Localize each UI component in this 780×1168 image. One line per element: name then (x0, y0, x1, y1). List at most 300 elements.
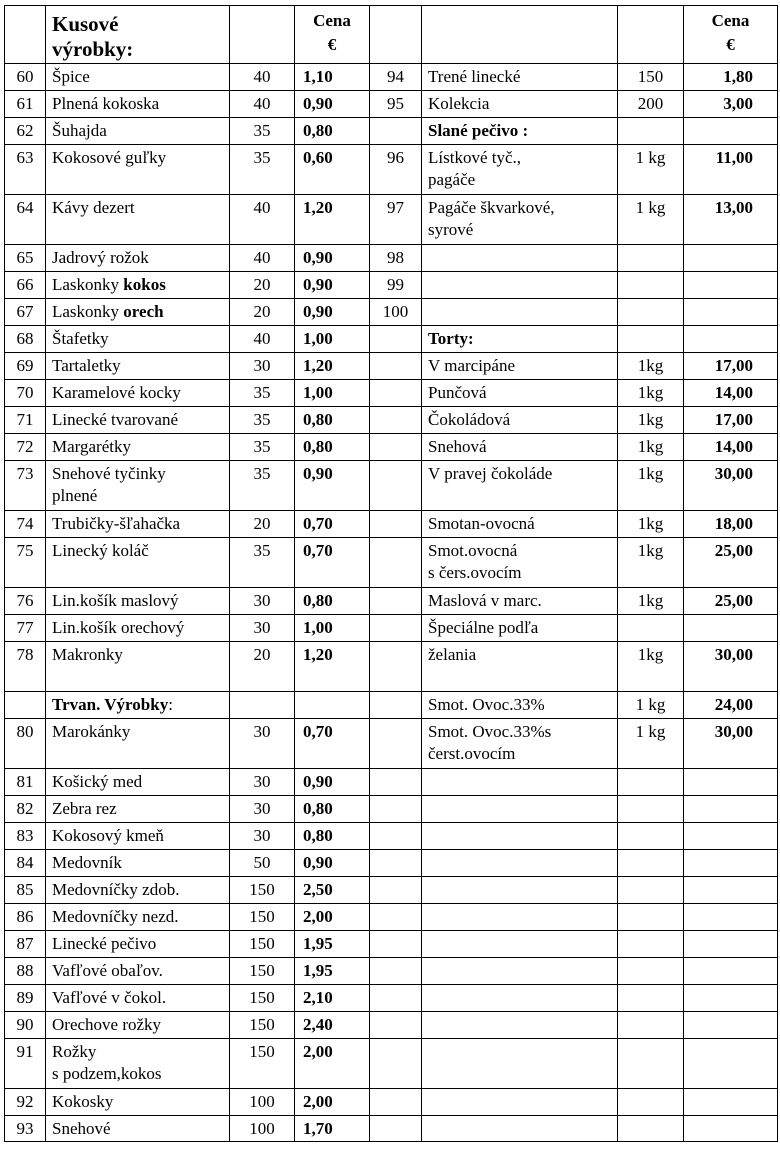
item-name-right-text: V pravej čokoláde (428, 464, 553, 483)
item-price-right: 11,00 (684, 145, 778, 195)
table-row (5, 796, 778, 823)
item-quantity: 35 (230, 434, 295, 461)
table-row (5, 380, 778, 407)
item-number: 82 (5, 796, 46, 823)
item-price-right (684, 272, 778, 299)
header-number-cell (5, 6, 46, 64)
item-price-right (684, 931, 778, 958)
item-quantity: 40 (230, 195, 295, 245)
item-quantity: 35 (230, 118, 295, 145)
table-row (5, 145, 778, 195)
item-price: 0,90 (295, 299, 370, 326)
table-row (5, 353, 778, 380)
item-number-right (370, 118, 422, 145)
table-row (5, 195, 778, 245)
item-name (46, 91, 230, 118)
item-price: 0,80 (295, 118, 370, 145)
item-number-right: 96 (370, 145, 422, 195)
item-price: 2,10 (295, 985, 370, 1012)
item-name (46, 511, 230, 538)
item-quantity: 30 (230, 823, 295, 850)
item-name-text: Linecký koláč (52, 541, 149, 560)
item-quantity-right: 1kg (618, 434, 684, 461)
item-price: 0,80 (295, 407, 370, 434)
price-list-table (4, 5, 778, 1142)
item-price-right (684, 769, 778, 796)
item-number-right (370, 796, 422, 823)
table-row (5, 64, 778, 91)
item-quantity: 20 (230, 511, 295, 538)
item-name-text: Jadrový rožok (52, 248, 149, 267)
item-number: 77 (5, 615, 46, 642)
item-quantity-right (618, 326, 684, 353)
item-name-right (422, 380, 618, 407)
item-price: 1,00 (295, 326, 370, 353)
item-number-right: 100 (370, 299, 422, 326)
item-price: 0,80 (295, 796, 370, 823)
item-name-text: Kokosový kmeň (52, 826, 164, 845)
table-row (5, 1089, 778, 1116)
item-name-right (422, 769, 618, 796)
item-name-right-text: Snehová (428, 437, 487, 456)
item-number: 65 (5, 245, 46, 272)
item-number: 63 (5, 145, 46, 195)
item-quantity-right: 1kg (618, 538, 684, 588)
item-number (5, 692, 46, 719)
item-price: 1,00 (295, 380, 370, 407)
item-name-text: Lin.košík maslový (52, 591, 179, 610)
item-quantity: 150 (230, 958, 295, 985)
item-number: 61 (5, 91, 46, 118)
item-quantity-right (618, 931, 684, 958)
item-quantity-right: 1 kg (618, 195, 684, 245)
item-name (46, 272, 230, 299)
item-number: 81 (5, 769, 46, 796)
item-price: 2,50 (295, 877, 370, 904)
item-quantity: 150 (230, 877, 295, 904)
item-number: 86 (5, 904, 46, 931)
item-name-right-text: Torty: (428, 329, 474, 348)
table-row (5, 1116, 778, 1142)
item-quantity-right: 1 kg (618, 692, 684, 719)
item-quantity-right (618, 1089, 684, 1116)
price-header-left (295, 6, 370, 64)
item-name (46, 1012, 230, 1039)
item-name-right (422, 588, 618, 615)
header-quantity-cell (230, 6, 295, 64)
item-price-right: 18,00 (684, 511, 778, 538)
table-row (5, 615, 778, 642)
item-quantity-right (618, 904, 684, 931)
item-price-right (684, 118, 778, 145)
item-name-right (422, 615, 618, 642)
item-name (46, 434, 230, 461)
table-row (5, 407, 778, 434)
item-price-right (684, 877, 778, 904)
item-price-right: 1,80 (684, 64, 778, 91)
item-price-right: 14,00 (684, 434, 778, 461)
item-quantity: 150 (230, 1039, 295, 1089)
item-name-bold: Trvan. Výrobky (52, 695, 169, 714)
item-name-right (422, 1012, 618, 1039)
item-quantity-right (618, 1116, 684, 1142)
item-number-right (370, 769, 422, 796)
item-name-right-text: Kolekcia (428, 94, 490, 113)
item-name-right-text: Maslová v marc. (428, 591, 542, 610)
item-quantity: 30 (230, 353, 295, 380)
item-name-text: Linecké tvarované (52, 410, 179, 429)
item-name-bold: kokos (123, 275, 166, 294)
item-name-right (422, 407, 618, 434)
table-row (5, 434, 778, 461)
item-name-text: Špice (52, 67, 90, 86)
item-name-right-text: Smot. Ovoc.33% (428, 695, 545, 714)
item-name (46, 1116, 230, 1142)
item-quantity: 150 (230, 931, 295, 958)
item-quantity-right: 150 (618, 64, 684, 91)
item-name-text: Plnená kokoska (52, 94, 160, 113)
table-row (5, 588, 778, 615)
item-name-text: Snehové (52, 1119, 111, 1138)
item-number: 80 (5, 719, 46, 769)
item-name-text: Makronky (52, 645, 123, 664)
item-name-text: Košický med (52, 772, 143, 791)
item-name-right (422, 272, 618, 299)
item-number: 73 (5, 461, 46, 511)
table-row (5, 91, 778, 118)
item-quantity-right (618, 299, 684, 326)
item-name (46, 1039, 230, 1089)
item-name-right (422, 511, 618, 538)
item-name-right (422, 353, 618, 380)
table-row (5, 461, 778, 511)
item-price-right (684, 850, 778, 877)
item-name (46, 931, 230, 958)
item-name-right (422, 642, 618, 692)
item-name-right-text: Trené linecké (428, 67, 521, 86)
item-price-right (684, 299, 778, 326)
item-price-right: 13,00 (684, 195, 778, 245)
item-name-right-text: Špeciálne podľa (428, 618, 539, 637)
item-name-text: Rožky (52, 1042, 97, 1061)
item-number-right (370, 1039, 422, 1089)
item-name-right-line2: s čers.ovocím (428, 563, 522, 582)
item-name-text: Laskonky (52, 302, 124, 321)
item-quantity: 35 (230, 145, 295, 195)
section-title-kusove (46, 6, 230, 64)
item-name (46, 64, 230, 91)
item-name-right-text: Slané pečivo : (428, 121, 529, 140)
item-quantity-right (618, 1012, 684, 1039)
item-name-text: Zebra rez (52, 799, 117, 818)
item-price: 0,80 (295, 434, 370, 461)
item-quantity: 150 (230, 1012, 295, 1039)
item-price: 0,90 (295, 91, 370, 118)
item-name-right-text: želania (428, 645, 477, 664)
item-name-text: Orechove rožky (52, 1015, 162, 1034)
item-price: 1,20 (295, 353, 370, 380)
item-name-text: Kokosky (52, 1092, 114, 1111)
item-quantity-right: 1kg (618, 407, 684, 434)
item-number-right: 94 (370, 64, 422, 91)
section-heading (422, 118, 618, 145)
item-price: 1,20 (295, 642, 370, 692)
item-name (46, 145, 230, 195)
item-price: 0,90 (295, 245, 370, 272)
item-name-right-text: Lístkové tyč., (428, 148, 522, 167)
item-name-text: Medovník (52, 853, 122, 872)
item-name (46, 985, 230, 1012)
item-quantity: 35 (230, 461, 295, 511)
item-quantity: 100 (230, 1089, 295, 1116)
item-price: 2,00 (295, 904, 370, 931)
item-name-right (422, 1116, 618, 1142)
item-price: 0,80 (295, 588, 370, 615)
item-number-right (370, 1116, 422, 1142)
header-quantity-cell-right (618, 6, 684, 64)
item-number: 70 (5, 380, 46, 407)
table-row (5, 642, 778, 692)
item-name-line2: plnené (52, 486, 98, 505)
item-price-right (684, 1089, 778, 1116)
item-name-right-text: Smotan-ovocná (428, 514, 535, 533)
item-number-right (370, 985, 422, 1012)
item-name (46, 353, 230, 380)
section-title-line1: Kusové (52, 12, 119, 36)
item-number-right (370, 1012, 422, 1039)
item-name-right (422, 850, 618, 877)
item-price-right (684, 904, 778, 931)
item-number-right (370, 511, 422, 538)
item-price-right: 30,00 (684, 461, 778, 511)
item-name (46, 877, 230, 904)
item-number-right: 95 (370, 91, 422, 118)
item-name-text: Vafľové v čokol. (52, 988, 167, 1007)
item-number: 66 (5, 272, 46, 299)
item-number-right (370, 461, 422, 511)
item-quantity: 40 (230, 245, 295, 272)
item-quantity: 20 (230, 272, 295, 299)
item-quantity-right (618, 769, 684, 796)
item-name-right (422, 1089, 618, 1116)
item-name-right (422, 931, 618, 958)
item-quantity: 40 (230, 326, 295, 353)
item-name (46, 461, 230, 511)
item-name (46, 118, 230, 145)
item-number: 69 (5, 353, 46, 380)
item-name-text: Karamelové kocky (52, 383, 181, 402)
item-number: 92 (5, 1089, 46, 1116)
item-price (295, 692, 370, 719)
item-name-bold: orech (123, 302, 164, 321)
item-quantity: 40 (230, 64, 295, 91)
item-name-text: Lin.košík orechový (52, 618, 185, 637)
item-number: 62 (5, 118, 46, 145)
item-number: 64 (5, 195, 46, 245)
price-label: Cena (711, 11, 750, 30)
price-label: Cena (313, 11, 351, 30)
table-row (5, 692, 778, 719)
item-quantity: 100 (230, 1116, 295, 1142)
item-price: 0,80 (295, 823, 370, 850)
item-price-right: 24,00 (684, 692, 778, 719)
item-price: 0,70 (295, 719, 370, 769)
item-price-right: 17,00 (684, 407, 778, 434)
item-number-right (370, 877, 422, 904)
item-name-right (422, 904, 618, 931)
item-name-right (422, 64, 618, 91)
item-number-right (370, 588, 422, 615)
item-quantity-right: 1kg (618, 588, 684, 615)
item-name-text: Margarétky (52, 437, 131, 456)
item-price-right (684, 958, 778, 985)
item-number-right (370, 958, 422, 985)
item-name-right (422, 796, 618, 823)
item-number-right (370, 1089, 422, 1116)
item-name-right (422, 692, 618, 719)
item-number: 60 (5, 64, 46, 91)
item-price-right (684, 823, 778, 850)
item-name-right (422, 823, 618, 850)
item-price: 2,00 (295, 1039, 370, 1089)
item-name-right (422, 538, 618, 588)
item-name (46, 692, 230, 719)
item-number-right (370, 434, 422, 461)
item-number-right (370, 642, 422, 692)
item-price: 1,00 (295, 615, 370, 642)
item-number: 87 (5, 931, 46, 958)
item-quantity-right (618, 823, 684, 850)
item-quantity-right (618, 272, 684, 299)
table-row (5, 272, 778, 299)
item-name (46, 615, 230, 642)
item-name-text: Laskonky (52, 275, 124, 294)
item-name-right (422, 461, 618, 511)
item-name-right-line2: pagáče (428, 170, 476, 189)
item-name (46, 1089, 230, 1116)
table-row (5, 118, 778, 145)
table-row (5, 769, 778, 796)
item-name-right-line2: čerst.ovocím (428, 744, 516, 763)
table-row (5, 850, 778, 877)
currency-label: € (327, 35, 337, 54)
item-price: 0,90 (295, 769, 370, 796)
item-number: 90 (5, 1012, 46, 1039)
item-name (46, 195, 230, 245)
item-price-right: 25,00 (684, 588, 778, 615)
table-row (5, 719, 778, 769)
item-name-right (422, 985, 618, 1012)
item-number-right (370, 407, 422, 434)
item-number: 75 (5, 538, 46, 588)
item-name (46, 245, 230, 272)
item-name-text: Kávy dezert (52, 198, 135, 217)
item-name (46, 326, 230, 353)
item-number-right (370, 615, 422, 642)
item-name (46, 850, 230, 877)
section-title-line2: výrobky: (52, 37, 134, 61)
item-number: 85 (5, 877, 46, 904)
table-row (5, 538, 778, 588)
item-name-text: Vafľové obaľov. (52, 961, 163, 980)
item-name-right-text: V marcipáne (428, 356, 516, 375)
item-number: 88 (5, 958, 46, 985)
item-number-right (370, 380, 422, 407)
item-name (46, 796, 230, 823)
item-price-right (684, 1116, 778, 1142)
item-number: 93 (5, 1116, 46, 1142)
item-name-right (422, 145, 618, 195)
item-number-right (370, 904, 422, 931)
item-name-right-text: Smot.ovocná (428, 541, 518, 560)
item-name (46, 823, 230, 850)
section-heading (422, 326, 618, 353)
item-number-right: 99 (370, 272, 422, 299)
item-quantity-right: 1 kg (618, 145, 684, 195)
item-number-right: 98 (370, 245, 422, 272)
item-quantity-right (618, 615, 684, 642)
item-quantity-right: 1kg (618, 642, 684, 692)
item-number: 84 (5, 850, 46, 877)
item-quantity: 50 (230, 850, 295, 877)
item-name-text: Linecké pečivo (52, 934, 157, 953)
table-row (5, 299, 778, 326)
item-number-right (370, 538, 422, 588)
item-number-right (370, 692, 422, 719)
table-row (5, 985, 778, 1012)
item-quantity: 30 (230, 769, 295, 796)
item-name-right (422, 958, 618, 985)
table-row (5, 511, 778, 538)
item-name-text: Šuhajda (52, 121, 107, 140)
item-price: 1,70 (295, 1116, 370, 1142)
item-name (46, 299, 230, 326)
item-name (46, 380, 230, 407)
item-number: 67 (5, 299, 46, 326)
item-name-right-text: Čokoládová (428, 410, 511, 429)
item-price-right: 25,00 (684, 538, 778, 588)
item-price-right: 30,00 (684, 642, 778, 692)
item-price: 1,10 (295, 64, 370, 91)
item-quantity-right (618, 958, 684, 985)
item-name-right (422, 1039, 618, 1089)
item-number: 74 (5, 511, 46, 538)
item-quantity-right (618, 1039, 684, 1089)
item-quantity-right: 200 (618, 91, 684, 118)
item-name-right (422, 877, 618, 904)
currency-label: € (726, 35, 735, 54)
item-quantity: 30 (230, 719, 295, 769)
item-name (46, 407, 230, 434)
item-name (46, 642, 230, 692)
item-quantity-right: 1 kg (618, 719, 684, 769)
item-quantity-right: 1kg (618, 461, 684, 511)
item-name-right (422, 299, 618, 326)
item-name-text: Medovníčky zdob. (52, 880, 180, 899)
item-number-right (370, 719, 422, 769)
item-number-right (370, 326, 422, 353)
item-number: 78 (5, 642, 46, 692)
item-price: 2,00 (295, 1089, 370, 1116)
item-price-right (684, 1039, 778, 1089)
item-number-right (370, 823, 422, 850)
item-number: 71 (5, 407, 46, 434)
item-price: 0,90 (295, 461, 370, 511)
item-name (46, 538, 230, 588)
item-quantity-right (618, 877, 684, 904)
item-quantity: 20 (230, 642, 295, 692)
item-quantity: 30 (230, 588, 295, 615)
